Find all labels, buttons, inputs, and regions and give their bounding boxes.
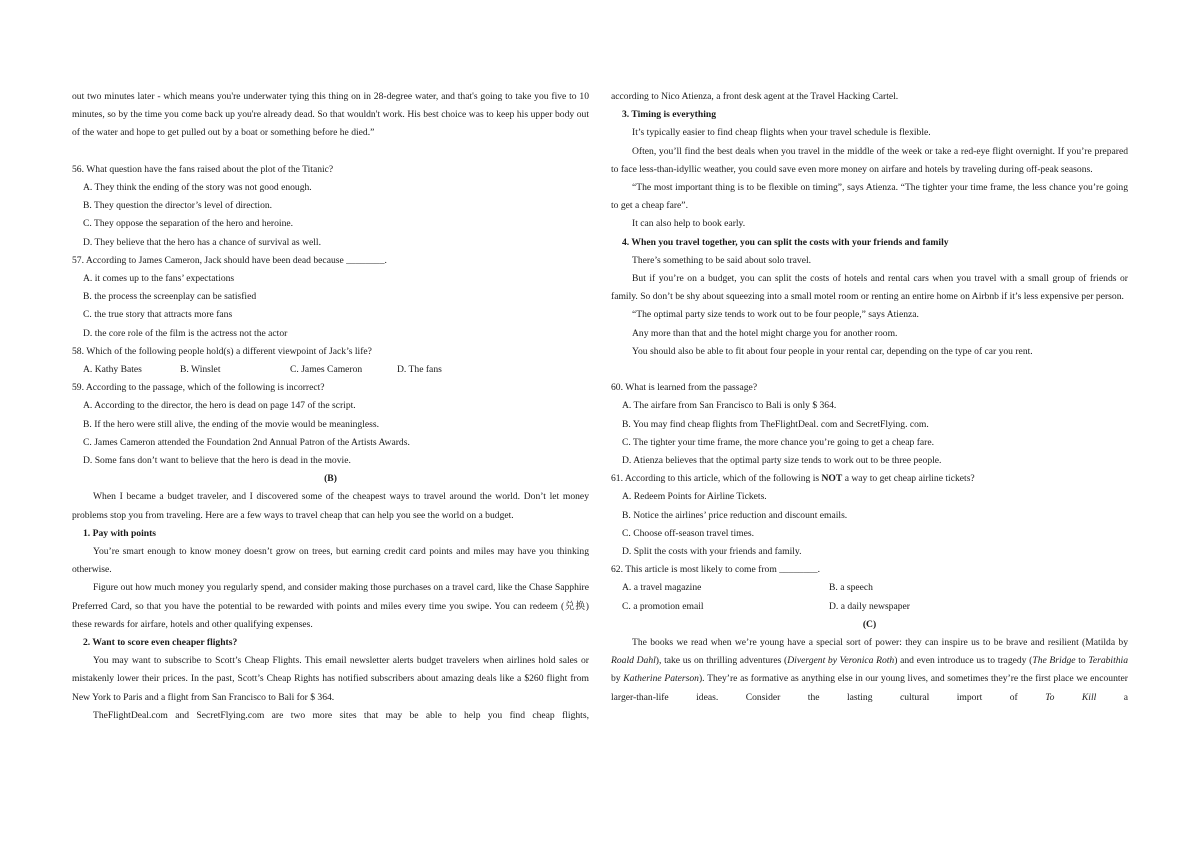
paragraph-points-2: Figure out how much money you regularly spend, and consider making those purchases on a travel card, like the Chase Sapphire Preferred Card, so that you have the potential to be rewarded with points and miles every time you swipe. You can redeem (兑换) these rewards for airfare, hotels and other qualifying expenses. bbox=[72, 582, 589, 630]
q59-option-d: D. Some fans don’t want to believe that the hero is dead in the movie. bbox=[83, 455, 351, 467]
q61-option-b: B. Notice the airlines’ price reduction and discount emails. bbox=[622, 509, 848, 521]
q62-options-row-1 bbox=[611, 579, 1128, 597]
q56-option-a: A. They think the ending of the story was not good enough. bbox=[83, 182, 312, 193]
intro-paragraph: out two minutes later - which means you're underwater tying this thing on in 28-degree water, and that's going to take you five to 10 minutes, so by the time you come back up you're already dead. So that wouldn't work. His best choice was to keep his upper body out of the water and hope to get pulled out by a boat or something before he died.” bbox=[72, 91, 589, 139]
paragraph-budget-group: But if you’re on a budget, you can split the costs of hotels and rental cars when you travel with a small group of friends or family. So don’t be shy about squeezing into a small motel room or renting an entire home on Airbnb if it’s less expensive per person. bbox=[611, 273, 1128, 303]
paragraph-best-deals: Often, you’ll find the best deals when you travel in the middle of the week or take a red-eye flight overnight. If you’re prepared to face less-than-idyllic weather, you could save even more money on airfare and hotels by traveling during off-peak seasons. bbox=[611, 145, 1128, 175]
c-book-to-kill: To Kill bbox=[1045, 691, 1097, 703]
q61-stem-before: 61. According to this article, which of the following is bbox=[611, 473, 822, 485]
paragraph-solo-travel: There’s something to be said about solo travel. bbox=[632, 254, 812, 266]
q58-option-c: C. James Cameron bbox=[290, 364, 363, 376]
paragraph-scotts-cheap-flights: You may want to subscribe to Scott’s Cheap Flights. This email newsletter alerts budget travelers when airlines hold sales or mistakenly lower their prices. In the past, Scott’s Cheap Rights has notified subscribers about amazing deals like a $260 flight from New York to Paris and a flight from San Francisco to Bali for $ 364. bbox=[72, 655, 589, 703]
paragraph-book-early: It can also help to book early. bbox=[632, 218, 746, 230]
q61-option-a: A. Redeem Points for Airline Tickets. bbox=[622, 491, 767, 503]
q61-option-d: D. Split the costs with your friends and family. bbox=[622, 546, 802, 558]
q58-options-row bbox=[72, 361, 589, 379]
q60-option-a: A. The airfare from San Francisco to Bali is only $ 364. bbox=[622, 400, 837, 412]
c-text-6: ). They’re as formative as anything else in our young lives, and sometimes they’re the first place we encounter larger-than-life ideas. Consider the lasting cultural import of bbox=[611, 673, 1128, 703]
q59-option-b: B. If the hero were still alive, the ending of the movie would be meaningless. bbox=[83, 418, 379, 430]
paragraph-atienza: according to Nico Atienza, a front desk agent at the Travel Hacking Cartel. bbox=[611, 91, 899, 102]
q56-option-d: D. They believe that the hero has a chance of survival as well. bbox=[83, 236, 321, 248]
passage-c-paragraph bbox=[611, 634, 1128, 707]
question-57-stem: 57. According to James Cameron, Jack should have been dead because ________. bbox=[72, 254, 387, 266]
q56-option-b: B. They question the director’s level of direction. bbox=[83, 200, 273, 212]
c-author-dahl: Roald Dahl bbox=[611, 655, 656, 667]
left-column bbox=[72, 88, 589, 725]
q62-option-b: B. a speech bbox=[829, 582, 873, 594]
section-b-label: (B) bbox=[324, 473, 337, 485]
q58-option-d: D. The fans bbox=[397, 364, 442, 376]
q62-option-c: C. a promotion email bbox=[622, 600, 704, 612]
q60-option-d: D. Atienza believes that the optimal party size tends to work out to be three people. bbox=[622, 455, 942, 467]
paragraph-another-room: Any more than that and the hotel might charge you for another room. bbox=[632, 327, 898, 339]
q57-option-d: D. the core role of the film is the actress not the actor bbox=[83, 327, 288, 339]
q62-option-d: D. a daily newspaper bbox=[829, 600, 910, 612]
paragraph-flexible: It’s typically easier to find cheap flights when your travel schedule is flexible. bbox=[632, 127, 931, 139]
q59-option-c: C. James Cameron attended the Foundation 2nd Annual Patron of the Artists Awards. bbox=[83, 436, 410, 448]
paragraph-points-1: You’re smart enough to know money doesn’t grow on trees, but earning credit card points and miles may have you thinking otherwise. bbox=[72, 546, 589, 576]
paragraph-rental-car: You should also be able to fit about four people in your rental car, depending on the type of car you rent. bbox=[632, 345, 1033, 357]
question-62-stem: 62. This article is most likely to come from ________. bbox=[611, 564, 820, 576]
q62-options-row-2 bbox=[611, 598, 1128, 616]
heading-pay-with-points: 1. Pay with points bbox=[83, 527, 157, 539]
c-author-paterson: Katherine Paterson bbox=[623, 673, 699, 685]
spacer bbox=[72, 143, 589, 161]
spacer bbox=[611, 361, 1128, 379]
heading-timing: 3. Timing is everything bbox=[622, 109, 716, 121]
question-59-stem: 59. According to the passage, which of the following is incorrect? bbox=[72, 382, 325, 394]
q57-option-a: A. it comes up to the fans’ expectations bbox=[83, 273, 235, 285]
c-book-bridge: The Bridge bbox=[1032, 655, 1076, 667]
c-book-divergent: Divergent by Veronica Roth bbox=[787, 655, 895, 667]
q59-option-a: A. According to the director, the hero is dead on page 147 of the script. bbox=[83, 400, 356, 412]
c-text-4: to bbox=[1075, 655, 1089, 667]
paragraph-party-size: “The optimal party size tends to work out to be four people,” says Atienza. bbox=[632, 309, 919, 321]
heading-split-costs: 4. When you travel together, you can split the costs with your friends and family bbox=[622, 236, 949, 248]
q57-option-b: B. the process the screenplay can be satisfied bbox=[83, 291, 257, 303]
q61-stem-after: a way to get cheap airline tickets? bbox=[842, 473, 975, 485]
question-61-stem bbox=[611, 470, 1128, 488]
right-column bbox=[611, 88, 1128, 707]
q61-stem-emphasis: NOT bbox=[821, 473, 843, 485]
paragraph-flight-sites: TheFlightDeal.com and SecretFlying.com are two more sites that may be able to help you find cheap flights, bbox=[93, 709, 589, 721]
c-text-1: The books we read when we’re young have a special sort of power: they can inspire us to be brave and resilient (Matilda by bbox=[632, 637, 1128, 649]
c-text-7: a bbox=[1096, 691, 1128, 703]
c-text-2: ), take us on thrilling adventures ( bbox=[655, 655, 788, 667]
passage-b-intro: When I became a budget traveler, and I discovered some of the cheapest ways to travel around the world. Don’t let money problems stop you from traveling. Here are a few ways to travel cheap that can help you see the world on a budget. bbox=[72, 491, 589, 521]
heading-cheaper-flights: 2. Want to score even cheaper flights? bbox=[83, 637, 238, 649]
q57-option-c: C. the true story that attracts more fans bbox=[83, 309, 233, 321]
q58-option-a: A. Kathy Bates bbox=[83, 364, 142, 376]
q58-option-b: B. Winslet bbox=[180, 364, 221, 376]
section-c-label: (C) bbox=[862, 618, 877, 630]
c-text-5: by bbox=[611, 673, 624, 685]
q62-option-a: A. a travel magazine bbox=[622, 582, 702, 594]
c-book-terabithia: Terabithia bbox=[1088, 655, 1129, 667]
paragraph-flexible-quote: “The most important thing is to be flexible on timing”, says Atienza. “The tighter your time frame, the less chance you’re going to get a cheap fare”. bbox=[611, 182, 1128, 212]
question-58-stem: 58. Which of the following people hold(s) a different viewpoint of Jack’s life? bbox=[72, 345, 372, 357]
q60-option-b: B. You may find cheap flights from TheFlightDeal. com and SecretFlying. com. bbox=[622, 418, 929, 430]
q56-option-c: C. They oppose the separation of the hero and heroine. bbox=[83, 218, 294, 230]
q60-option-c: C. The tighter your time frame, the more chance you’re going to get a cheap fare. bbox=[622, 436, 935, 448]
c-text-3: ) and even introduce us to tragedy ( bbox=[894, 655, 1033, 667]
question-60-stem: 60. What is learned from the passage? bbox=[611, 382, 758, 394]
q61-option-c: C. Choose off-season travel times. bbox=[622, 527, 754, 539]
question-56-stem: 56. What question have the fans raised about the plot of the Titanic? bbox=[72, 163, 334, 175]
